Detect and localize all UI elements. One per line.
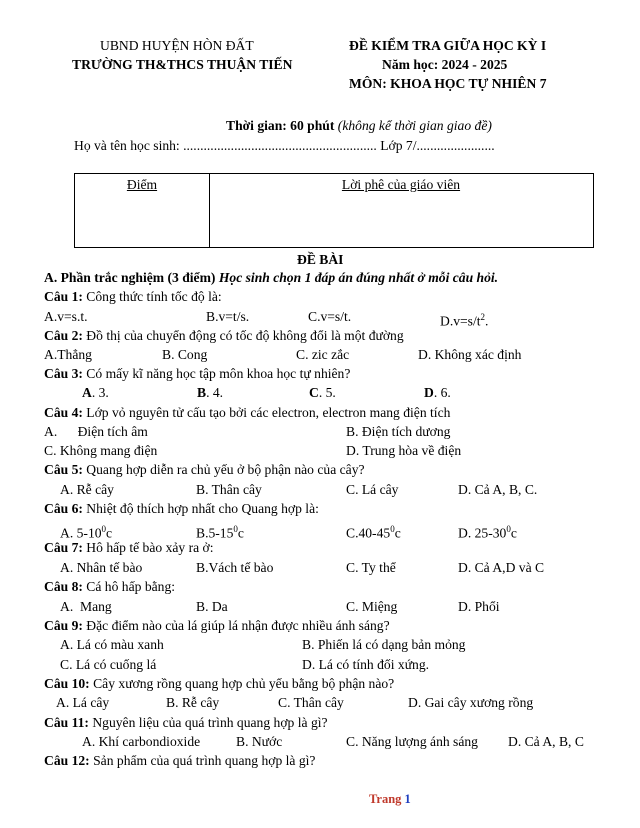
question-text: Sản phẩm của quá trình quang hợp là gì? bbox=[89, 753, 316, 768]
q1-option-a[interactable]: A.v=s.t. bbox=[44, 309, 88, 324]
question-9 bbox=[44, 618, 390, 634]
question-label: Câu 3: bbox=[44, 366, 83, 381]
page-footer bbox=[369, 791, 411, 807]
question-text: Quang hợp diễn ra chủ yếu ở bộ phận nào của cây? bbox=[82, 462, 365, 477]
q2-option-c[interactable]: C. zic zắc bbox=[296, 347, 350, 362]
page-number: 1 bbox=[404, 792, 411, 806]
q3-option-d[interactable]: D. 6. bbox=[424, 385, 451, 400]
q11-option-d[interactable]: D. Cả A, B, C bbox=[508, 734, 584, 749]
q9-option-c[interactable]: C. Lá có cuống lá bbox=[60, 657, 157, 672]
q8-option-c[interactable]: C. Miệng bbox=[346, 599, 398, 614]
section-a-title: A. Phần trắc nghiệm (3 điểm) bbox=[44, 270, 219, 285]
question-label: Câu 6: bbox=[44, 501, 83, 516]
q9-option-a[interactable]: A. Lá có màu xanh bbox=[60, 637, 164, 652]
question-7 bbox=[44, 540, 214, 556]
q5-option-d[interactable]: D. Cả A, B, C. bbox=[458, 482, 538, 497]
subject-title: MÔN: KHOA HỌC TỰ NHIÊN 7 bbox=[349, 76, 547, 91]
question-label: Câu 11: bbox=[44, 715, 89, 730]
q6-option-a[interactable]: A. $5-10^0c$ bbox=[60, 524, 113, 541]
q10-option-c[interactable]: C. Thân cây bbox=[278, 695, 344, 710]
question-6 bbox=[44, 501, 319, 517]
q5-option-b[interactable]: B. Thân cây bbox=[196, 482, 262, 497]
question-text: Nhiệt độ thích hợp nhất cho Quang hợp là: bbox=[82, 501, 319, 516]
footer-label: Trang bbox=[369, 792, 405, 806]
q7-option-a[interactable]: A. Nhân tế bào bbox=[60, 560, 143, 575]
question-text: Đặc điểm nào của lá giúp lá nhận được nhiều ánh sáng? bbox=[82, 618, 390, 633]
question-text: Có mấy kĩ năng học tập môn khoa học tự nhiên? bbox=[82, 366, 351, 381]
section-a-heading bbox=[44, 270, 498, 286]
grade-box bbox=[74, 173, 594, 248]
q8-option-d[interactable]: D. Phổi bbox=[458, 599, 500, 614]
question-label: Câu 2: bbox=[44, 328, 83, 343]
q1-option-c[interactable]: C.v=s/t. bbox=[308, 309, 352, 324]
score-label: Điểm bbox=[126, 177, 158, 192]
q10-option-d[interactable]: D. Gai cây xương rồng bbox=[408, 695, 534, 710]
q10-option-a[interactable]: A. Lá cây bbox=[56, 695, 110, 710]
question-text: Lớp vỏ nguyên tử cấu tạo bởi các electron, electron mang điện tích bbox=[82, 405, 451, 420]
q4-option-b[interactable]: B. Điện tích dương bbox=[346, 424, 451, 439]
q8-option-b[interactable]: B. Da bbox=[196, 599, 228, 614]
q1-option-b[interactable]: B.v=t/s. bbox=[206, 309, 250, 324]
q1-option-d[interactable]: $D.v=s/t^2$. bbox=[440, 312, 489, 329]
q10-option-b[interactable]: B. Rễ cây bbox=[166, 695, 220, 710]
time-line bbox=[226, 118, 492, 134]
question-11 bbox=[44, 715, 328, 731]
teacher-comment-label: Lời phê của giáo viên bbox=[341, 177, 461, 192]
time-duration: Thời gian: 60 phút bbox=[226, 118, 335, 133]
q7-option-b[interactable]: B.Vách tế bào bbox=[196, 560, 274, 575]
q6-option-d[interactable]: D. $25-30^0c$ bbox=[458, 524, 517, 541]
q4-option-a[interactable]: A. Điện tích âm bbox=[44, 424, 148, 439]
q4-option-d[interactable]: D. Trung hòa về điện bbox=[346, 443, 462, 458]
q5-option-a[interactable]: A. Rễ cây bbox=[60, 482, 114, 497]
question-4 bbox=[44, 405, 450, 421]
q3-option-a[interactable]: A. 3. bbox=[82, 385, 109, 400]
q2-option-b[interactable]: B. Cong bbox=[162, 347, 208, 362]
question-text: Đồ thị của chuyển động có tốc độ không đổi là một đường bbox=[82, 328, 404, 343]
q6-option-c[interactable]: $C.40-45^0c$ bbox=[346, 524, 401, 541]
q9-option-b[interactable]: B. Phiến lá có dạng bản mỏng bbox=[302, 637, 466, 652]
section-a-instruction: Học sinh chọn 1 đáp án đúng nhất ở mỗi câu hỏi. bbox=[218, 270, 499, 285]
question-1 bbox=[44, 289, 222, 305]
q11-option-c[interactable]: C. Năng lượng ánh sáng bbox=[346, 734, 478, 749]
question-12 bbox=[44, 753, 315, 769]
q9-option-d[interactable]: D. Lá có tính đối xứng. bbox=[302, 657, 430, 672]
question-label: Câu 7: bbox=[44, 540, 83, 555]
school-name: TRƯỜNG TH&THCS THUẬN TIẾN bbox=[72, 57, 293, 72]
question-label: Câu 8: bbox=[44, 579, 83, 594]
q3-option-c[interactable]: C. 5. bbox=[309, 385, 336, 400]
q5-option-c[interactable]: C. Lá cây bbox=[346, 482, 399, 497]
question-label: Câu 10: bbox=[44, 676, 90, 691]
q4-option-c[interactable]: C. Không mang điện bbox=[44, 443, 158, 458]
q7-option-d[interactable]: D. Cả A,D và C bbox=[458, 560, 545, 575]
question-text: Cá hô hấp bằng: bbox=[82, 579, 176, 594]
exam-title: ĐỀ BÀI bbox=[297, 252, 344, 267]
question-text: Hô hấp tế bào xảy ra ở: bbox=[82, 540, 214, 555]
question-label: Câu 1: bbox=[44, 289, 83, 304]
question-8 bbox=[44, 579, 175, 595]
question-text: Cây xương rồng quang hợp chủ yếu bằng bộ phận nào? bbox=[89, 676, 395, 691]
question-label: Câu 12: bbox=[44, 753, 90, 768]
q2-option-d[interactable]: D. Không xác định bbox=[418, 347, 522, 362]
question-5 bbox=[44, 462, 365, 478]
question-text: Nguyên liệu của quá trình quang hợp là gì? bbox=[88, 715, 328, 730]
exam-heading: ĐỀ KIỂM TRA GIỮA HỌC KỲ I bbox=[349, 38, 547, 53]
district-name: UBND HUYỆN HÒN ĐẤT bbox=[100, 38, 254, 53]
school-year: Năm học: 2024 - 2025 bbox=[382, 57, 508, 72]
q7-option-c[interactable]: C. Ty thể bbox=[346, 560, 396, 575]
question-3 bbox=[44, 366, 350, 382]
q6-option-b[interactable]: $B.5-15^0c$ bbox=[196, 524, 244, 541]
question-label: Câu 4: bbox=[44, 405, 83, 420]
question-text: Công thức tính tốc độ là: bbox=[82, 289, 222, 304]
q8-option-a[interactable]: A. Mang bbox=[60, 599, 112, 614]
q2-option-a[interactable]: A.Thẳng bbox=[44, 347, 92, 362]
q11-option-b[interactable]: B. Nước bbox=[236, 734, 283, 749]
q3-option-b[interactable]: B. 4. bbox=[197, 385, 224, 400]
question-label: Câu 9: bbox=[44, 618, 83, 633]
question-2 bbox=[44, 328, 404, 344]
q11-option-a[interactable]: A. Khí carbondioxide bbox=[82, 734, 201, 749]
student-info-line[interactable]: Họ và tên học sinh: ......................................................... Lớp 7/....................... bbox=[74, 138, 495, 153]
question-10 bbox=[44, 676, 394, 692]
time-note: (không kể thời gian giao đề) bbox=[334, 118, 492, 133]
question-label: Câu 5: bbox=[44, 462, 83, 477]
